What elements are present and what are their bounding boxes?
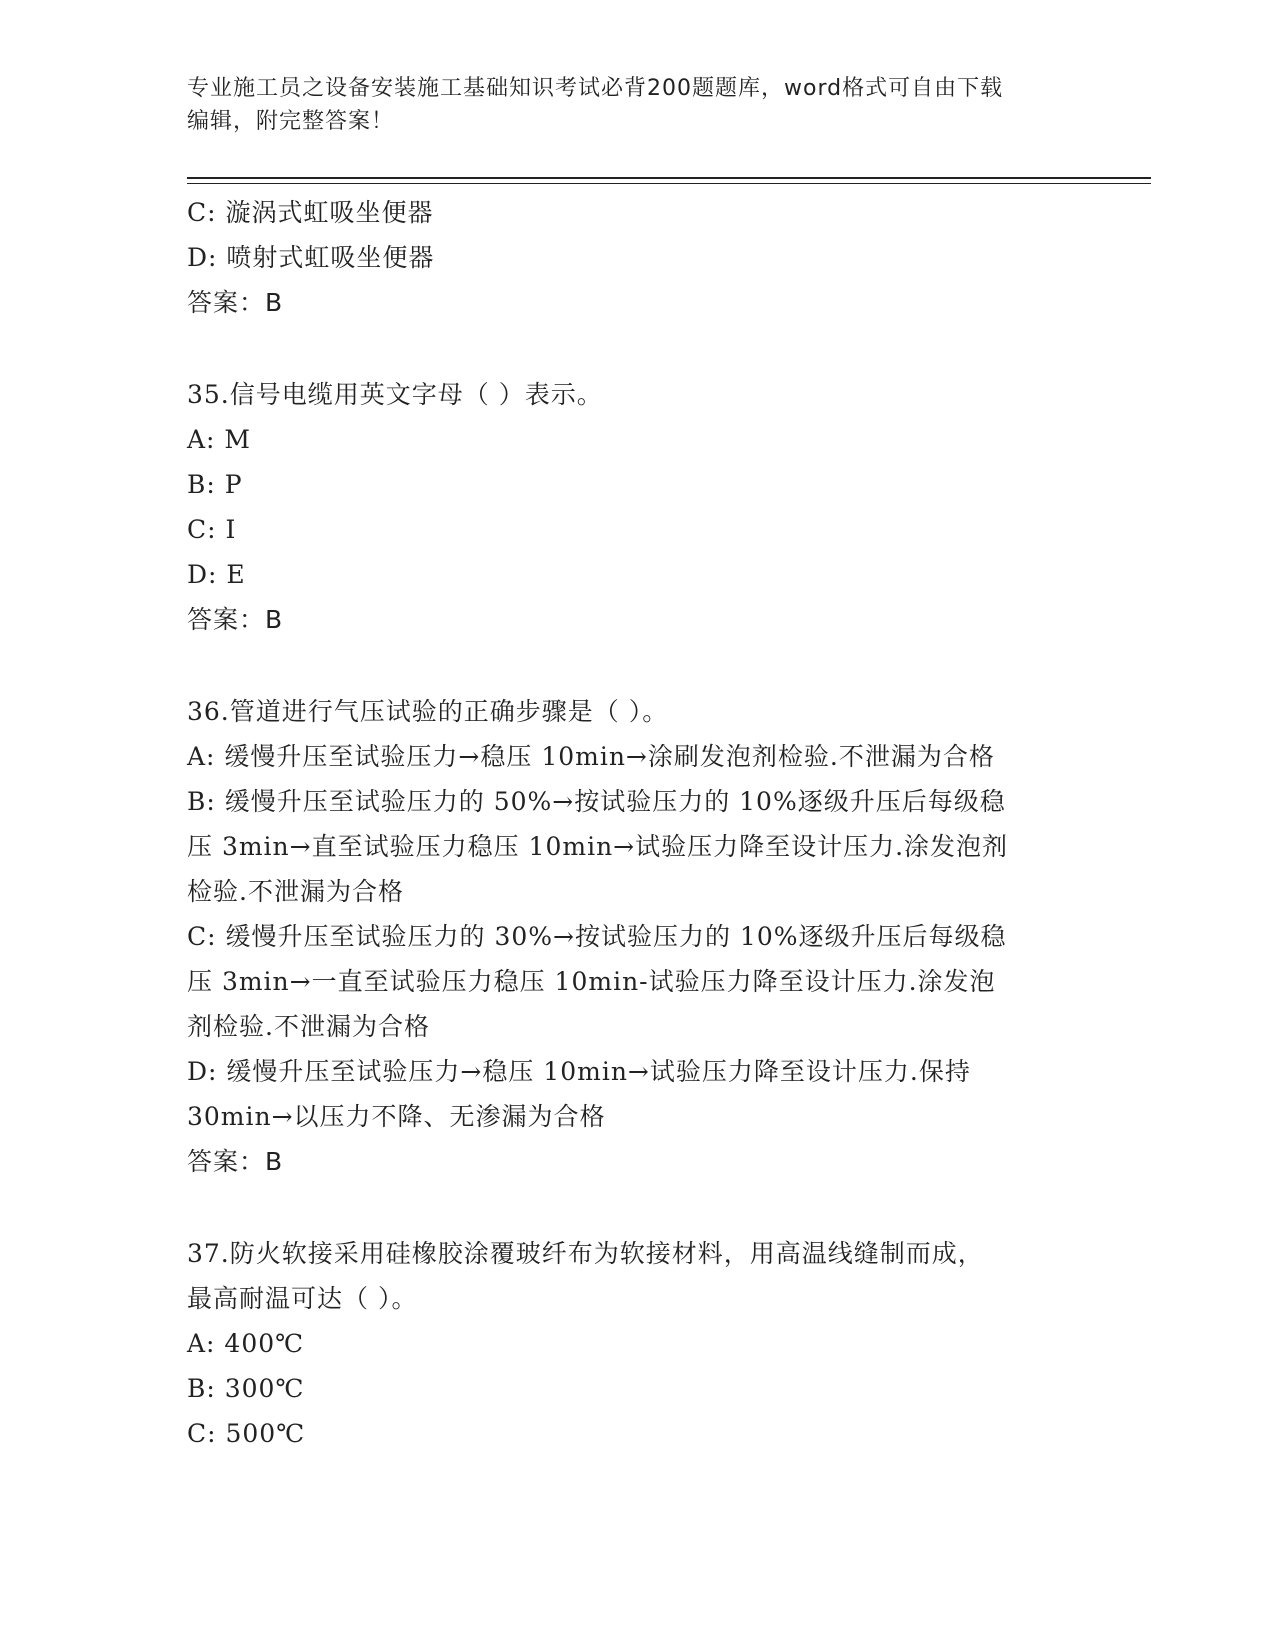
option-b-line-2: 压 3min→直至试验压力稳压 10min→试验压力降至设计压力.涂发泡剂 (187, 832, 1009, 861)
document-header (187, 72, 1087, 138)
answer: 答案：B (187, 605, 284, 634)
question-text-line-2: 最高耐温可达（ ）。 (187, 1284, 418, 1313)
option-a: A: 400℃ (187, 1329, 305, 1358)
question-list (187, 190, 1087, 1456)
option-a: A: 缓慢升压至试验压力→稳压 10min→涂刷发泡剂检验.不泄漏为合格 (187, 742, 995, 771)
answer: 答案：B (187, 1147, 284, 1176)
question-37 (187, 1231, 1087, 1456)
question-35 (187, 372, 1087, 642)
option-c-line-3: 剂检验.不泄漏为合格 (187, 1012, 430, 1041)
header-divider-thick (187, 177, 1151, 179)
option-d-line-2: 30min→以压力不降、无渗漏为合格 (187, 1102, 606, 1131)
question-34 (187, 190, 1087, 325)
question-text: 35.信号电缆用英文字母（ ）表示。 (187, 380, 603, 409)
option-c: C: 500℃ (187, 1419, 306, 1448)
option-c-line-1: C: 缓慢升压至试验压力的 30%→按试验压力的 10%逐级升压后每级稳 (187, 922, 1007, 951)
option-a: A: M (187, 425, 252, 454)
option-b: B: 300℃ (187, 1374, 305, 1403)
option-b-line-1: B: 缓慢升压至试验压力的 50%→按试验压力的 10%逐级升压后每级稳 (187, 787, 1006, 816)
option-b: B: P (187, 470, 243, 499)
option-c-line-2: 压 3min→一直至试验压力稳压 10min-试验压力降至设计压力.涂发泡 (187, 967, 996, 996)
answer: 答案：B (187, 288, 284, 317)
header-title-line-1: 专业施工员之设备安装施工基础知识考试必背200题题库，word格式可自由下载 (187, 76, 1004, 101)
header-divider-thin (187, 183, 1151, 184)
option-b-line-3: 检验.不泄漏为合格 (187, 877, 404, 906)
header-title-line-2: 编辑，附完整答案！ (187, 109, 395, 134)
option-d-line-1: D: 缓慢升压至试验压力→稳压 10min→试验压力降至设计压力.保持 (187, 1057, 971, 1086)
question-36 (187, 689, 1087, 1184)
option-d: D: E (187, 560, 246, 589)
option-d: D: 喷射式虹吸坐便器 (187, 243, 435, 272)
question-text: 36.管道进行气压试验的正确步骤是（ ）。 (187, 697, 669, 726)
question-text-line-1: 37.防火软接采用硅橡胶涂覆玻纤布为软接材料，用高温线缝制而成， (187, 1239, 984, 1268)
option-c: C: I (187, 515, 237, 544)
option-c: C: 漩涡式虹吸坐便器 (187, 198, 434, 227)
